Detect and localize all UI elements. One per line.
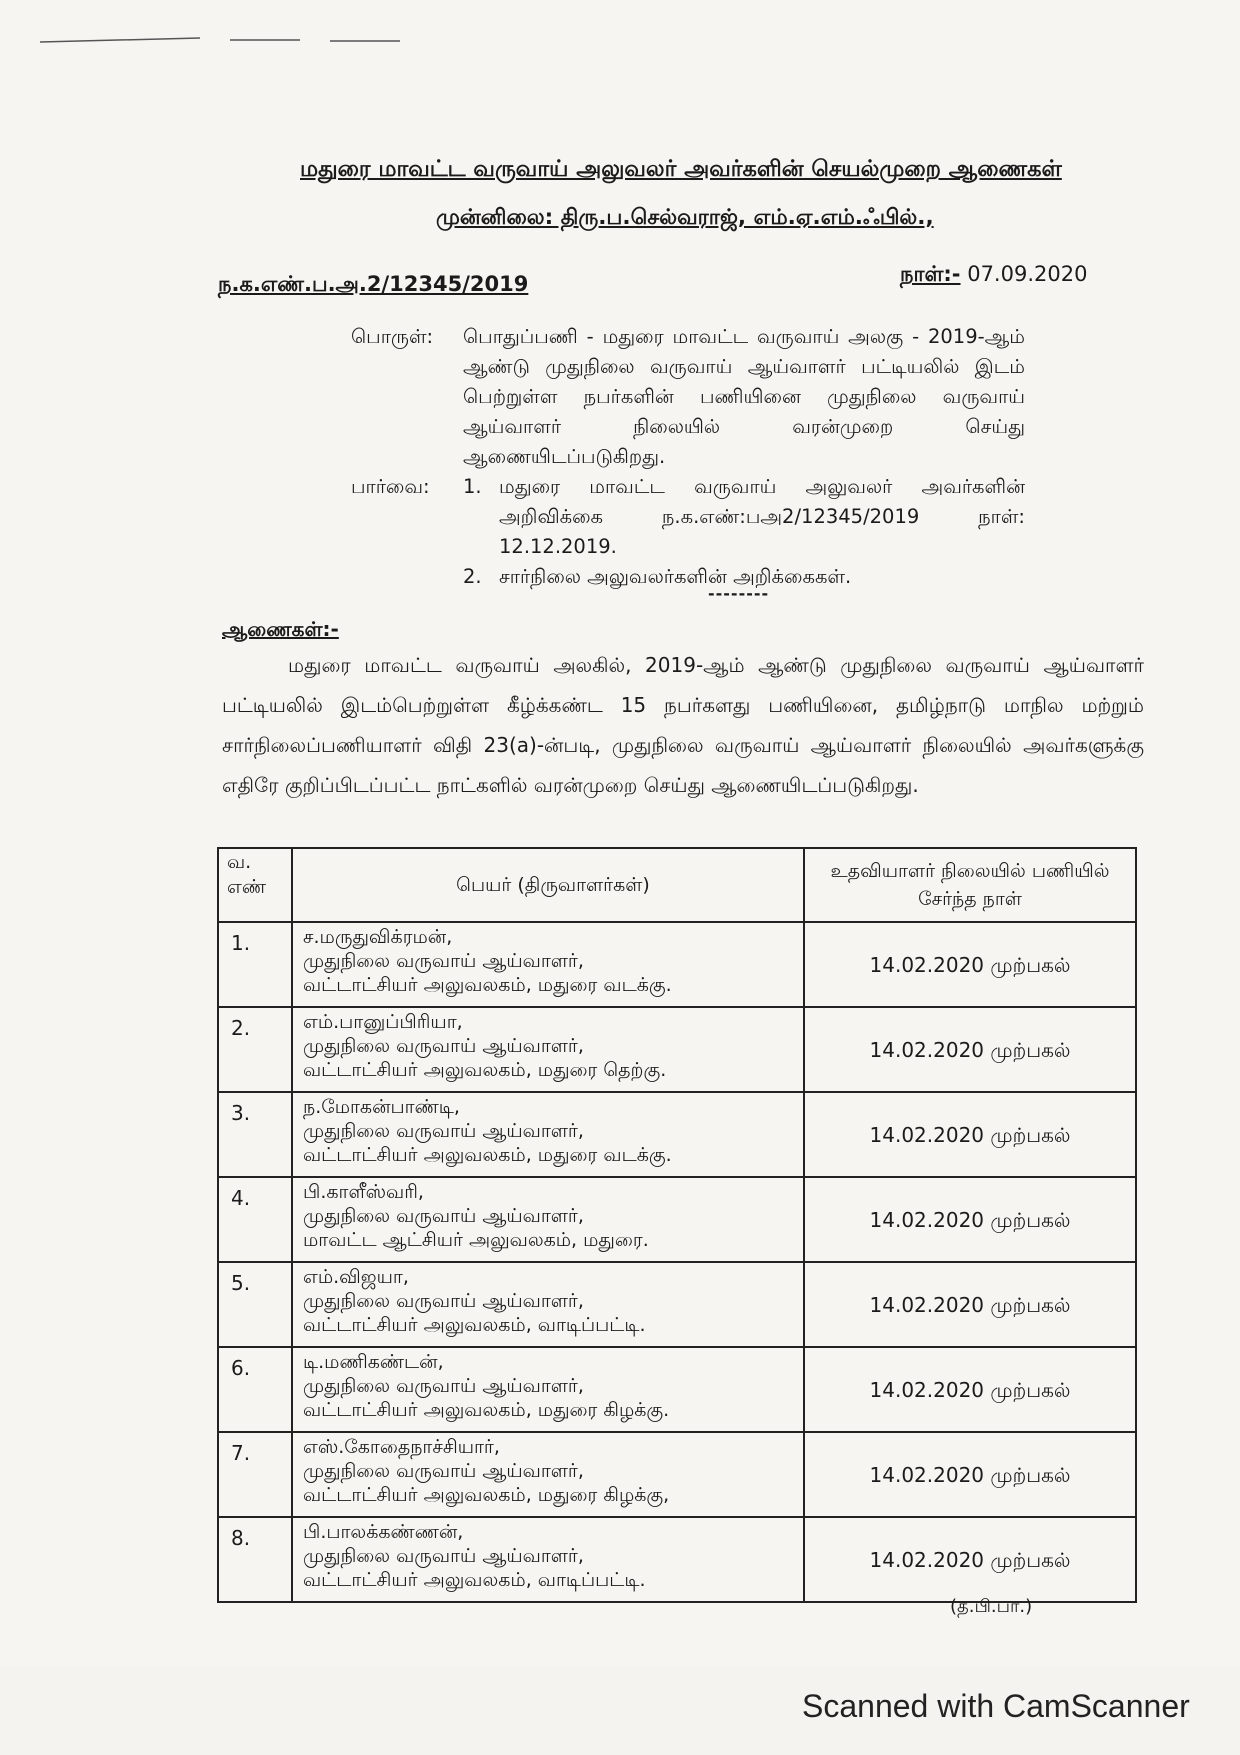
table-row xyxy=(218,1177,1136,1262)
row-office: வட்டாட்சியர் அலுவலகம், மதுரை தெற்கு. xyxy=(303,1059,667,1081)
orders-heading: ஆணைகள்:- xyxy=(222,617,339,641)
row-designation: முதுநிலை வருவாய் ஆய்வாளர், xyxy=(303,1460,584,1482)
header-name: பெயர் (திருவாளர்கள்) xyxy=(292,848,804,922)
reference-number-2: 2. xyxy=(463,565,482,588)
table-row xyxy=(218,1517,1136,1602)
row-join-date: 14.02.2020 முற்பகல் xyxy=(804,1262,1136,1347)
row-designation: முதுநிலை வருவாய் ஆய்வாளர், xyxy=(303,1120,584,1142)
reference-text-2: சார்நிலை அலுவலர்களின் அறிக்கைகள். xyxy=(499,565,852,588)
table-header-row xyxy=(218,848,1136,922)
row-sno: 6. xyxy=(218,1347,292,1432)
document-title: மதுரை மாவட்ட வருவாய் அலுவலர் அவர்களின் செயல்முறை ஆணைகள் xyxy=(300,156,1062,182)
reference-number-1: 1. xyxy=(463,475,482,498)
row-designation: முதுநிலை வருவாய் ஆய்வாளர், xyxy=(303,1290,584,1312)
please-turn-over: (த.பி.பா.) xyxy=(950,1596,1033,1617)
header-sno: வ. எண் xyxy=(218,848,292,922)
row-join-date: 14.02.2020 முற்பகல் xyxy=(804,1092,1136,1177)
row-designation: முதுநிலை வருவாய் ஆய்வாளர், xyxy=(303,1035,584,1057)
row-person xyxy=(292,1262,804,1347)
row-designation: முதுநிலை வருவாய் ஆய்வாளர், xyxy=(303,1375,584,1397)
regularisation-table xyxy=(217,847,1137,1603)
row-designation: முதுநிலை வருவாய் ஆய்வாளர், xyxy=(303,1205,584,1227)
row-join-date: 14.02.2020 முற்பகல் xyxy=(804,1432,1136,1517)
subject-text: பொதுப்பணி - மதுரை மாவட்ட வருவாய் அலகு - 2019-ஆம் ஆண்டு முதுநிலை வருவாய் ஆய்வாளர் பட்டியலில் இடம் பெற்றுள்ள நபர்களின் பணியினை முதுநிலை வருவாய் ஆய்வாளர் நிலையில் வரன்முறை செய்து ஆணையிடப்படுகிறது. xyxy=(463,325,1025,468)
row-office: வட்டாட்சியர் அலுவலகம், மதுரை வடக்கு. xyxy=(303,1144,672,1166)
torn-edge-marks xyxy=(0,30,420,50)
header-date: உதவியாளர் நிலையில் பணியில் சேர்ந்த நாள் xyxy=(804,848,1136,922)
table-row xyxy=(218,1432,1136,1517)
row-office: வட்டாட்சியர் அலுவலகம், மதுரை கிழக்கு, xyxy=(303,1484,670,1506)
presence-line: முன்னிலை: திரு.ப.செல்வராஜ், எம்.ஏ.எம்.ஃபில்., xyxy=(436,205,934,230)
section-separator: -------- xyxy=(708,584,770,603)
row-name: எஸ்.கோதைநாச்சியார், xyxy=(303,1436,500,1458)
date-value: 07.09.2020 xyxy=(967,262,1088,286)
row-office: மாவட்ட ஆட்சியர் அலுவலகம், மதுரை. xyxy=(303,1229,649,1251)
scanner-watermark: Scanned with CamScanner xyxy=(802,1688,1190,1724)
row-office: வட்டாட்சியர் அலுவலகம், வாடிப்பட்டி. xyxy=(303,1314,646,1336)
row-join-date: 14.02.2020 முற்பகல் xyxy=(804,1517,1136,1602)
row-join-date: 14.02.2020 முற்பகல் xyxy=(804,1177,1136,1262)
references-block xyxy=(351,472,1025,592)
subject-block xyxy=(351,322,1025,472)
references-label: பார்வை: xyxy=(351,475,430,498)
row-name: பி.பாலக்கண்ணன், xyxy=(303,1521,464,1543)
row-sno: 7. xyxy=(218,1432,292,1517)
row-join-date: 14.02.2020 முற்பகல் xyxy=(804,922,1136,1007)
row-name: பி.காளீஸ்வரி, xyxy=(303,1181,424,1203)
row-person xyxy=(292,1007,804,1092)
row-person xyxy=(292,1517,804,1602)
row-person xyxy=(292,922,804,1007)
row-name: எம்.விஜயா, xyxy=(303,1266,409,1288)
reference-item xyxy=(463,472,1025,562)
table-row xyxy=(218,1347,1136,1432)
row-sno: 1. xyxy=(218,922,292,1007)
row-name: டி.மணிகண்டன், xyxy=(303,1351,444,1373)
row-sno: 5. xyxy=(218,1262,292,1347)
table-body xyxy=(218,922,1136,1602)
row-designation: முதுநிலை வருவாய் ஆய்வாளர், xyxy=(303,950,584,972)
subject-label: பொருள்: xyxy=(351,325,434,348)
row-person xyxy=(292,1347,804,1432)
reference-number: ந.க.எண்.ப.அ.2/12345/2019 xyxy=(218,272,529,296)
row-name: எம்.பானுப்பிரியா, xyxy=(303,1011,463,1033)
row-join-date: 14.02.2020 முற்பகல் xyxy=(804,1347,1136,1432)
row-designation: முதுநிலை வருவாய் ஆய்வாளர், xyxy=(303,1545,584,1567)
orders-paragraph: மதுரை மாவட்ட வருவாய் அலகில், 2019-ஆம் ஆண்டு முதுநிலை வருவாய் ஆய்வாளர் பட்டியலில் இடம்பெற்றுள்ள கீழ்க்கண்ட 15 நபர்களது பணியினை, தமிழ்நாடு மாநில மற்றும் சார்நிலைப்பணியாளர் விதி 23(a)-ன்படி, முதுநிலை வருவாய் ஆய்வாளர் நிலையில் அவர்களுக்கு எதிரே குறிப்பிடப்பட்ட நாட்களில் வரன்முறை செய்து ஆணையிடப்படுகிறது. xyxy=(222,653,1144,797)
row-name: ந.மோகன்பாண்டி, xyxy=(303,1096,460,1118)
row-office: வட்டாட்சியர் அலுவலகம், மதுரை வடக்கு. xyxy=(303,974,672,996)
row-sno: 2. xyxy=(218,1007,292,1092)
row-person xyxy=(292,1092,804,1177)
row-name: ச.மருதுவிக்ரமன், xyxy=(303,926,453,948)
table-row xyxy=(218,922,1136,1007)
row-join-date: 14.02.2020 முற்பகல் xyxy=(804,1007,1136,1092)
row-office: வட்டாட்சியர் அலுவலகம், மதுரை கிழக்கு. xyxy=(303,1399,670,1421)
row-person xyxy=(292,1432,804,1517)
row-sno: 4. xyxy=(218,1177,292,1262)
references-list xyxy=(463,472,1025,592)
row-office: வட்டாட்சியர் அலுவலகம், வாடிப்பட்டி. xyxy=(303,1569,646,1591)
table-row xyxy=(218,1092,1136,1177)
date-label: நாள்:- xyxy=(900,262,961,286)
table-row xyxy=(218,1007,1136,1092)
date-line xyxy=(900,262,1087,289)
row-sno: 8. xyxy=(218,1517,292,1602)
table-row xyxy=(218,1262,1136,1347)
row-sno: 3. xyxy=(218,1092,292,1177)
row-person xyxy=(292,1177,804,1262)
reference-text-1: மதுரை மாவட்ட வருவாய் அலுவலர் அவர்களின் அறிவிக்கை ந.க.எண்:பஅ2/12345/2019 நாள்: 12.12.2019. xyxy=(499,475,1025,558)
